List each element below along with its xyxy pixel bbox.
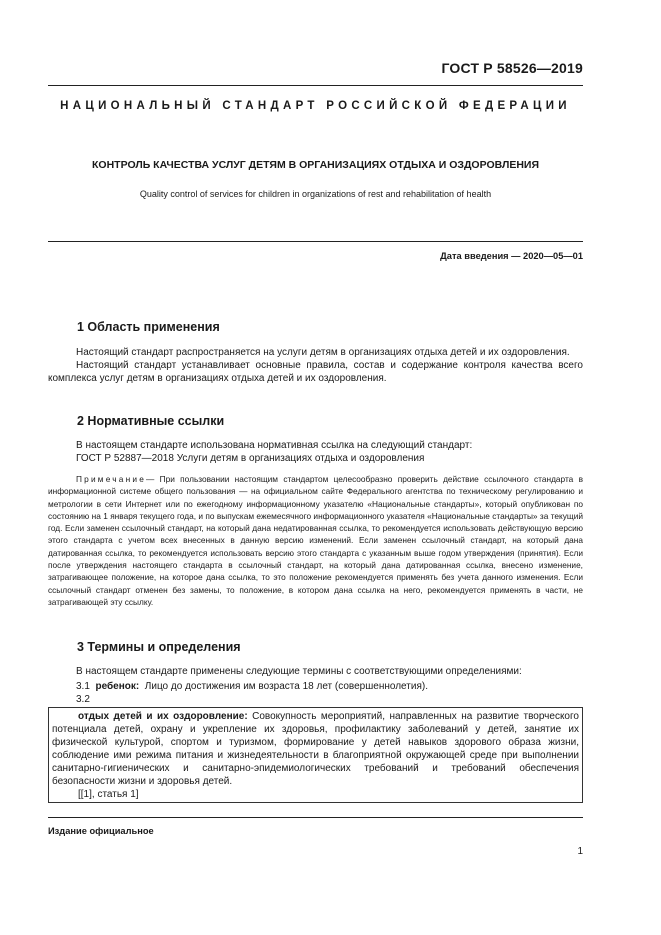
header-rule-top — [48, 85, 583, 86]
section-2-body — [48, 439, 583, 465]
title-en: Quality control of services for children in organizations of rest and rehabilitation of health — [139, 189, 492, 199]
term-3-1-term: ребенок: — [95, 681, 140, 692]
footer-rule — [48, 817, 583, 818]
term-3-2-reference: [[1], статья 1] — [78, 789, 139, 800]
section-1-title: 1 Область применения — [77, 320, 220, 334]
note-text: — При пользовании настоящим стандартом целесообразно проверить действие ссылочного стандарта в информационной системе общего пользования — на официальном сайте Федерального агентства по техническому регулированию и метрологии в сети Интернет или по ежегодному информационному указателю «Национальные стандарты», который опубликован по состоянию на 1 января текущего года, и по выпускам ежемесячного информационного указателя «Национальные стандарты» за текущий год. Если заменен ссылочный стандарт, на который дана недатированная ссылка, то рекомендуется использовать действующую версию этого стандарта с учетом всех внесенных в данную версию изменений. Если заменен ссылочный стандарт, на который дана датированная ссылка, то рекомендуется использовать версию этого стандарта с указанным выше годом утверждения (принятия). Если после утверждения настоящего стандарта в ссылочный стандарт, на который дана датированная ссылка, внесено изменение, затрагивающее положение, на которое дана ссылка, то это положение рекомендуется применять без учета данного изменения. Если ссылочный стандарт отменен без замены, то положение, в котором дана ссылка на него, рекомендуется применять в части, не затрагивающей эту ссылку. — [48, 474, 583, 607]
section-1-p1: Настоящий стандарт распространяется на услуги детям в организациях отдыха детей и их оздоровления. — [76, 347, 570, 358]
section-2-heading — [77, 414, 224, 428]
standard-type: НАЦИОНАЛЬНЫЙ СТАНДАРТ РОССИЙСКОЙ ФЕДЕРАЦИИ — [60, 100, 571, 112]
note-label: Примечание — [76, 474, 147, 484]
section-2-note — [48, 473, 583, 608]
section-1-heading — [77, 320, 220, 334]
official-edition: Издание официальное — [48, 826, 154, 836]
title-rule-bottom — [48, 241, 583, 242]
term-3-2-number: 3.2 — [76, 694, 90, 705]
section-2-p1: В настоящем стандарте использована нормативная ссылка на следующий стандарт: — [76, 440, 473, 451]
term-3-1 — [48, 680, 583, 693]
term-3-1-number: 3.1 — [76, 681, 90, 692]
section-3-p1: В настоящем стандарте применены следующие термины с соответствующими определениями: — [76, 666, 522, 677]
section-1-p2: Настоящий стандарт устанавливает основные правила, состав и содержание контроля качества всего комплекса услуг детям в организациях отдыха детей и их оздоровления. — [48, 360, 583, 384]
section-2-title: 2 Нормативные ссылки — [77, 414, 225, 428]
section-1-body — [48, 346, 583, 385]
term-3-2-box — [48, 707, 583, 803]
section-3-heading — [77, 640, 241, 654]
term-3-1-definition: Лицо до достижения им возраста 18 лет (совершеннолетия). — [144, 681, 428, 692]
gost-number: ГОСТ Р 58526—2019 — [441, 60, 583, 76]
intro-date: Дата введения — 2020—05—01 — [440, 251, 583, 261]
term-3-2-term: отдых детей и их оздоровление: — [78, 711, 248, 722]
section-2-p2: ГОСТ Р 52887—2018 Услуги детям в организациях отдыха и оздоровления — [76, 453, 425, 464]
section-3-title: 3 Термины и определения — [77, 640, 241, 654]
page-number: 1 — [577, 846, 583, 857]
title-ru: КОНТРОЛЬ КАЧЕСТВА УСЛУГ ДЕТЯМ В ОРГАНИЗАЦИЯХ ОТДЫХА И ОЗДОРОВЛЕНИЯ — [92, 159, 539, 171]
term-3-2-definition: Совокупность мероприятий, направленных на развитие творческого потенциала детей, охрану и укрепление их здоровья, профилактику заболеваний у детей, занятие их физической культурой, спортом и туризмом, формирование у детей навыков здорового образа жизни, соблюдение ими режима питания и жизнедеятельности в благоприятной окружающей среде при выполнении санитарно-гигиенических и санитарно-эпидемиологических требований и требований обеспечения безопасности жизни и здоровья детей. — [52, 711, 579, 787]
